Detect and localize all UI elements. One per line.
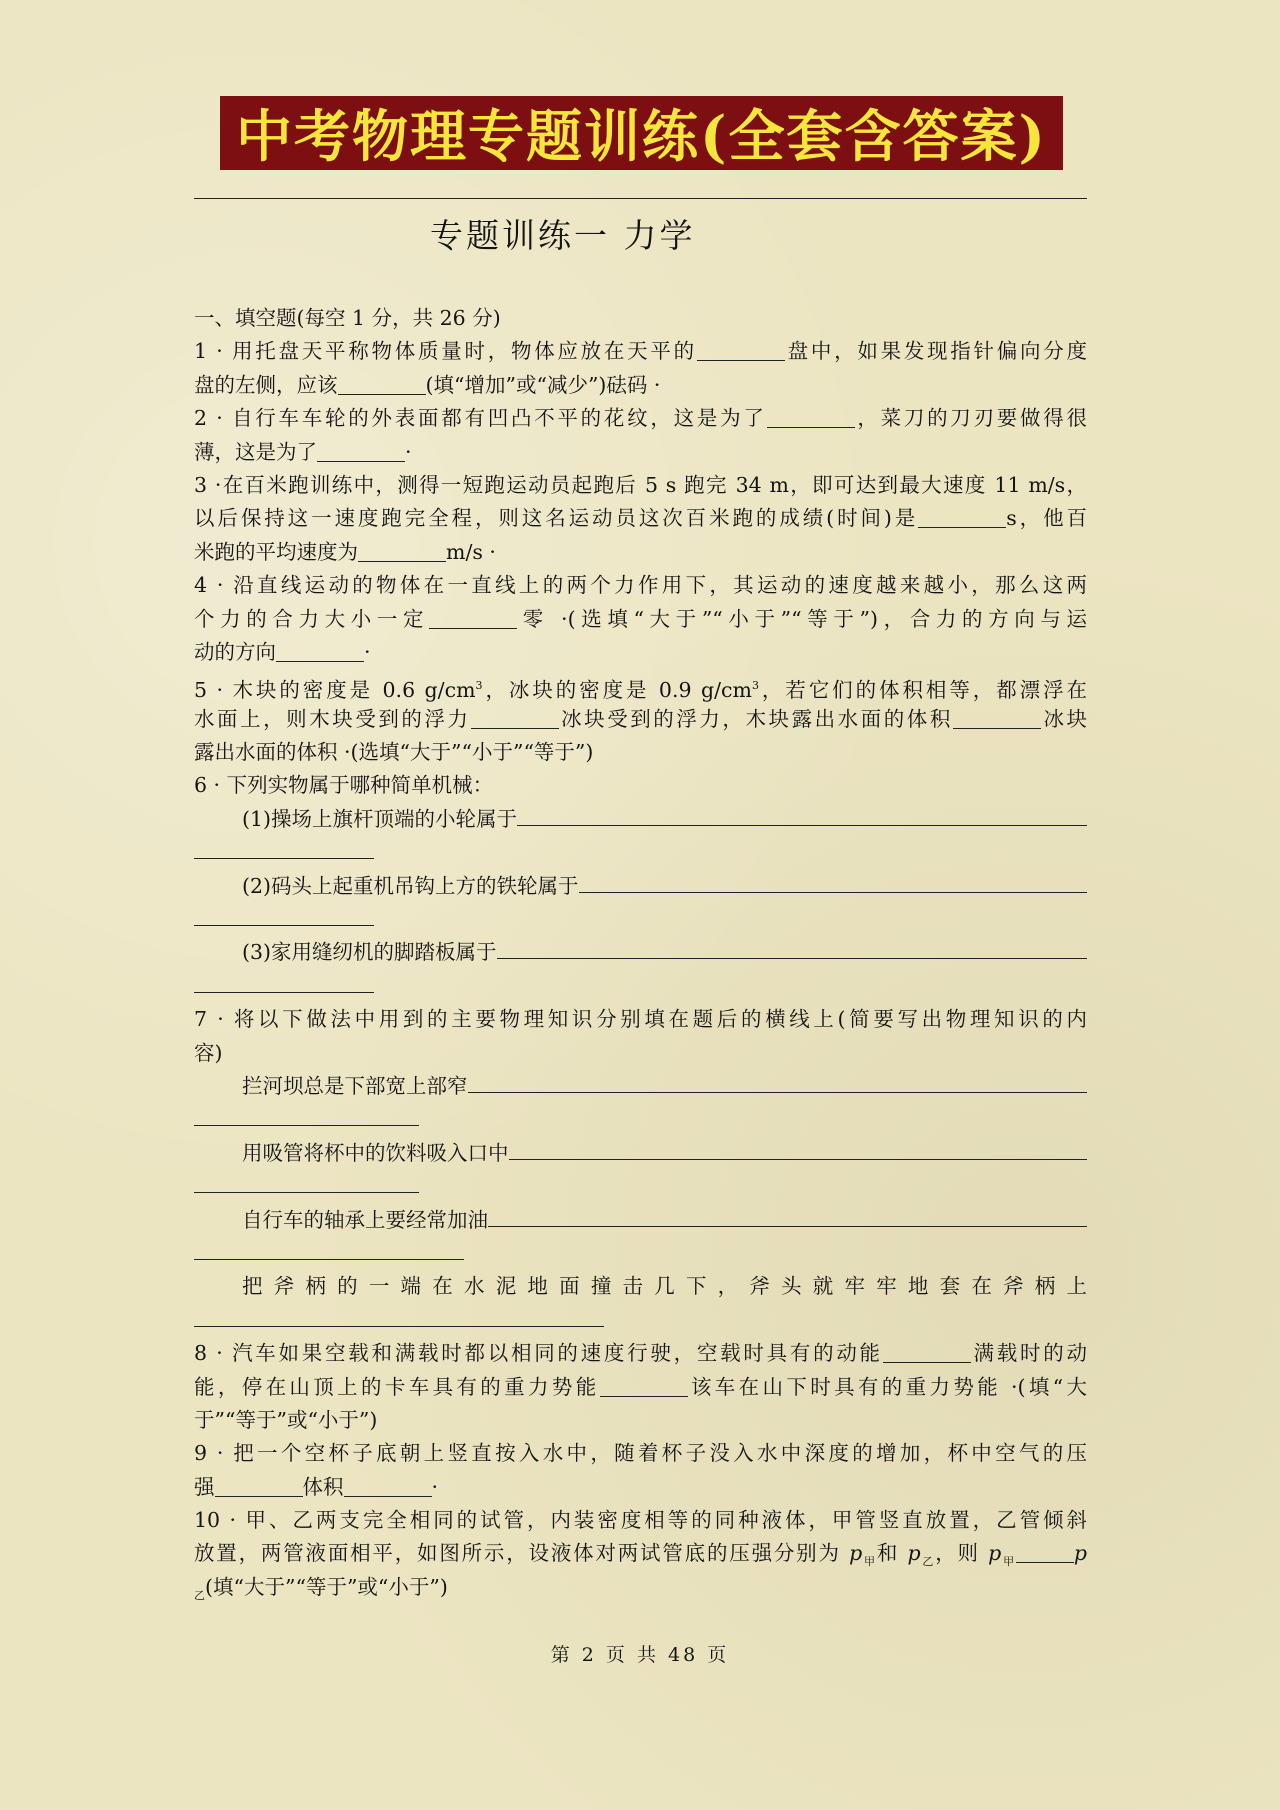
answer-blank[interactable] [517,803,1087,826]
answer-blank[interactable] [317,439,405,462]
answer-blank[interactable] [600,1374,688,1397]
question-7: 7 · 将以下做法中用到的主要物理知识分别填在题后的横线上(简要写出物理知识的内 [194,1007,1087,1032]
question-5: 5 · 木块的密度是 0.6 $g/cm^3$，冰块的密度是 0.9 $g/cm^3$，若它们的体积相等，都漂浮在 [194,678,1087,703]
section-heading: 一、填空题(每空 1 分，共 26 分) [194,306,501,330]
answer-line[interactable] [194,907,374,926]
answer-line[interactable] [194,974,374,993]
answer-blank[interactable] [697,338,785,361]
answer-blank[interactable] [883,1340,971,1363]
answer-blank[interactable] [918,505,1006,528]
answer-blank[interactable] [579,870,1087,893]
answer-blank[interactable] [953,706,1041,729]
answer-blank[interactable] [471,706,559,729]
page-footer: 第 2 页 共 48 页 [550,1644,730,1666]
question-4: 4 · 沿直线运动的物体在一直线上的两个力作用下，其运动的速度越来越小，那么这两 [194,573,1087,598]
title-rule [194,198,1087,199]
answer-blank[interactable] [468,1070,1088,1093]
answer-blank[interactable] [276,639,364,662]
answer-blank[interactable] [509,1137,1088,1160]
answer-blank[interactable] [767,405,855,428]
answer-line[interactable] [194,1107,419,1126]
title-banner [220,96,1063,170]
banner-title: 中考物理专题训练(全套含答案) [236,104,1047,170]
answer-blank[interactable] [358,539,446,562]
answer-blank[interactable] [429,606,517,629]
question-2: 2 · 自行车车轮的外表面都有凹凸不平的花纹，这是为了 ，菜刀的刀刃要做得很 [194,406,1088,431]
question-body: 一、填空题(每空 1 分，共 26 分) 1 · 用托盘天平称物体质量时，物体应放在天平的 盘中，如果发现指针偏向分度 盘的左侧，应该 (填“增加”或“减少”)砝码 · 2 · 自行车车轮的外表面都有凹凸不平的花纹，这是为了 ，菜刀的刀刃要做得很 薄，这是为了 · 3 ·在百米跑训练中，测得一短跑运动员起跑后 5 s 跑完 34 m，即可达到最大速度 11 m/s， 以后保持这一速度跑完全程，则这名运动员这次百米跑的成绩(时间)是 s，他百 米跑的平均速度为 m/s · 4 · 沿直线运动的物体在一直线上的两个力作用下，其运动的速度越来越小，那么这两 个力的合力大小一定 零 ·(选填“大于”“小于”“等于”)，合力的方向与运 动的方向 · 5 · 木块的密度是 0.6 $g/cm^3$，冰块的密度是 0.9 $g/cm^3$，若它们的体积相等，都漂浮在 水面上，则木块受到的浮力 冰块受到的浮力，木块露出水面的体积 冰块 露出水面的体积 ·(选填“大于”“小于”“等于”) 6 · 下列实物属于哪种简单机械： (1)操场上旗杆顶端的小轮属于 (2)码头上起重机吊钩上方的铁轮属于 (3)家用缝纫机的脚踏板属于 7 · 将以下做法中用到的主要物理知识分别填在题后的横线上(简要写出物理知识的内 容) 拦河坝总是下部宽上部窄 用吸管将杯中的饮料吸入口中 自行车的轴承上要经常加油 把 斧 柄 的 一 端 在 水 泥 地 面 撞 击 几 下 ， 斧 头 就 牢 牢 地 套 在 斧 柄 上 8 · 汽车如果空载和满载时都以相同的速度行驶，空载时具有的动能 满载时的动 能，停在山顶上的卡车具有的重力势能 该车在山下时具有的重力势能 ·(填“大 于”“等于”或“小于”) 9 · 把一个空杯子底朝上竖直按入水中，随着杯子没入水中深度的增加，杯中空气的压 强 体积 · 10 · 甲、乙两支完全相同的试管，内装密度相等的同种液体，甲管竖直放置，乙管倾斜 放置，两管液面相平，如图所示，设液体对两试管底的压强分别为 $p_甲$和 $p_乙$，则 $p_甲$ p $_乙$(填“大于”“等于”或“小于”) [194,302,1087,1604]
answer-line[interactable] [194,1308,604,1327]
answer-blank[interactable] [215,1474,303,1497]
question-9: 9 · 把一个空杯子底朝上竖直按入水中，随着杯子没入水中深度的增加，杯中空气的压 [194,1441,1087,1466]
answer-line[interactable] [194,840,374,859]
answer-blank[interactable] [1016,1540,1074,1563]
question-10: 10 · 甲、乙两支完全相同的试管，内装密度相等的同种液体，甲管竖直放置，乙管倾斜 [194,1508,1087,1533]
question-1: 1 · 用托盘天平称物体质量时，物体应放在天平的 盘中，如果发现指针偏向分度 [194,339,1087,364]
section-title: 专题训练一 力学 [430,216,696,255]
question-6: 6 · 下列实物属于哪种简单机械： [194,773,494,798]
answer-blank[interactable] [344,1474,432,1497]
answer-blank[interactable] [497,936,1087,959]
answer-blank[interactable] [488,1204,1087,1227]
answer-line[interactable] [194,1174,419,1193]
question-8: 8 · 汽车如果空载和满载时都以相同的速度行驶，空载时具有的动能 满载时的动 [194,1341,1087,1366]
answer-line[interactable] [194,1241,464,1260]
answer-blank[interactable] [338,372,426,395]
question-3: 3 ·在百米跑训练中，测得一短跑运动员起跑后 5 s 跑完 34 m，即可达到最大速度 11 m/s， [194,472,1087,497]
